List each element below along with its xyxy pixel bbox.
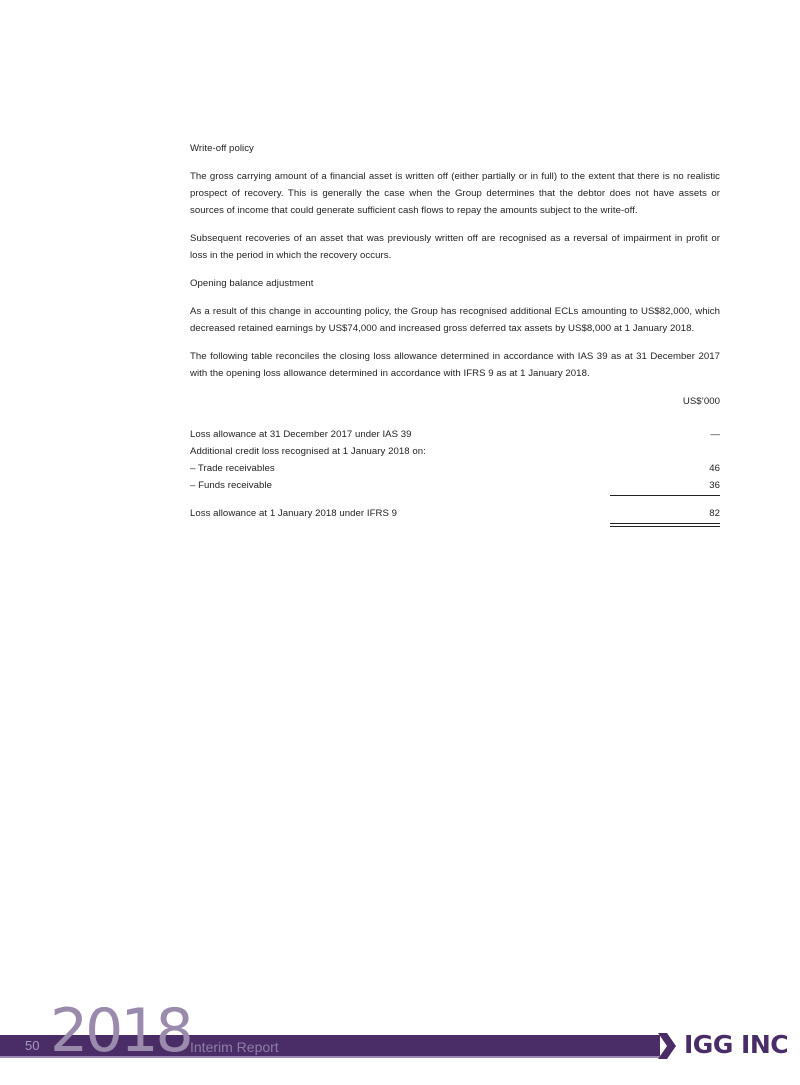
row-value: 46 xyxy=(709,463,720,474)
row-label: Additional credit loss recognised at 1 January 2018 on: xyxy=(190,446,426,457)
row-value: 36 xyxy=(709,480,720,491)
table-row xyxy=(190,426,720,443)
table-row xyxy=(190,477,720,494)
page-number: 50 xyxy=(25,1038,40,1053)
total-label: Loss allowance at 1 January 2018 under IFRS 9 xyxy=(190,508,398,519)
subtotal-rule xyxy=(610,495,720,496)
loss-allowance-table xyxy=(190,393,720,527)
row-label: – Funds receivable xyxy=(190,480,272,491)
brand-logo: IGG INC xyxy=(684,1030,789,1059)
double-underline-rule xyxy=(610,523,720,527)
table-row xyxy=(190,443,720,460)
total-value: 82 xyxy=(709,508,720,519)
write-off-policy-heading: Write-off policy xyxy=(190,143,254,154)
row-value xyxy=(610,443,720,460)
row-label: – Trade receivables xyxy=(190,463,275,474)
row-value: — xyxy=(710,429,720,440)
year-logo: 2018 xyxy=(50,996,191,1066)
unit-header: US$’000 xyxy=(682,396,720,407)
ecl-paragraph: As a result of this change in accounting policy, the Group has recognised additional ECLs amounting to US$82,000, which decreased retained earnings by US$74,000 and increased gross deferred tax assets by US$8,000 at 1 January 2018. xyxy=(190,306,720,334)
total-row xyxy=(190,505,720,522)
row-label: Loss allowance at 31 December 2017 under IAS 39 xyxy=(190,429,412,440)
table-row xyxy=(190,460,720,477)
report-label: Interim Report xyxy=(190,1039,279,1055)
chevron-right-icon xyxy=(656,1033,678,1059)
recoveries-paragraph: Subsequent recoveries of an asset that was previously written off are recognised as a reversal of impairment in profit or loss in the period in which the recovery occurs. xyxy=(190,233,720,261)
opening-balance-heading: Opening balance adjustment xyxy=(190,278,314,289)
document-body xyxy=(190,140,720,527)
write-off-paragraph: The gross carrying amount of a financial asset is written off (either partially or in full) to the extent that there is no realistic prospect of recovery. This is generally the case when the Group determines that the debtor does not have assets or sources of income that could generate sufficient cash flows to repay the amounts subject to the write-off. xyxy=(190,171,720,216)
reconciliation-paragraph: The following table reconciles the closing loss allowance determined in accordance with IAS 39 as at 31 December 2017 with the opening loss allowance determined in accordance with IFRS 9 as at 1 January 2018. xyxy=(190,351,720,379)
